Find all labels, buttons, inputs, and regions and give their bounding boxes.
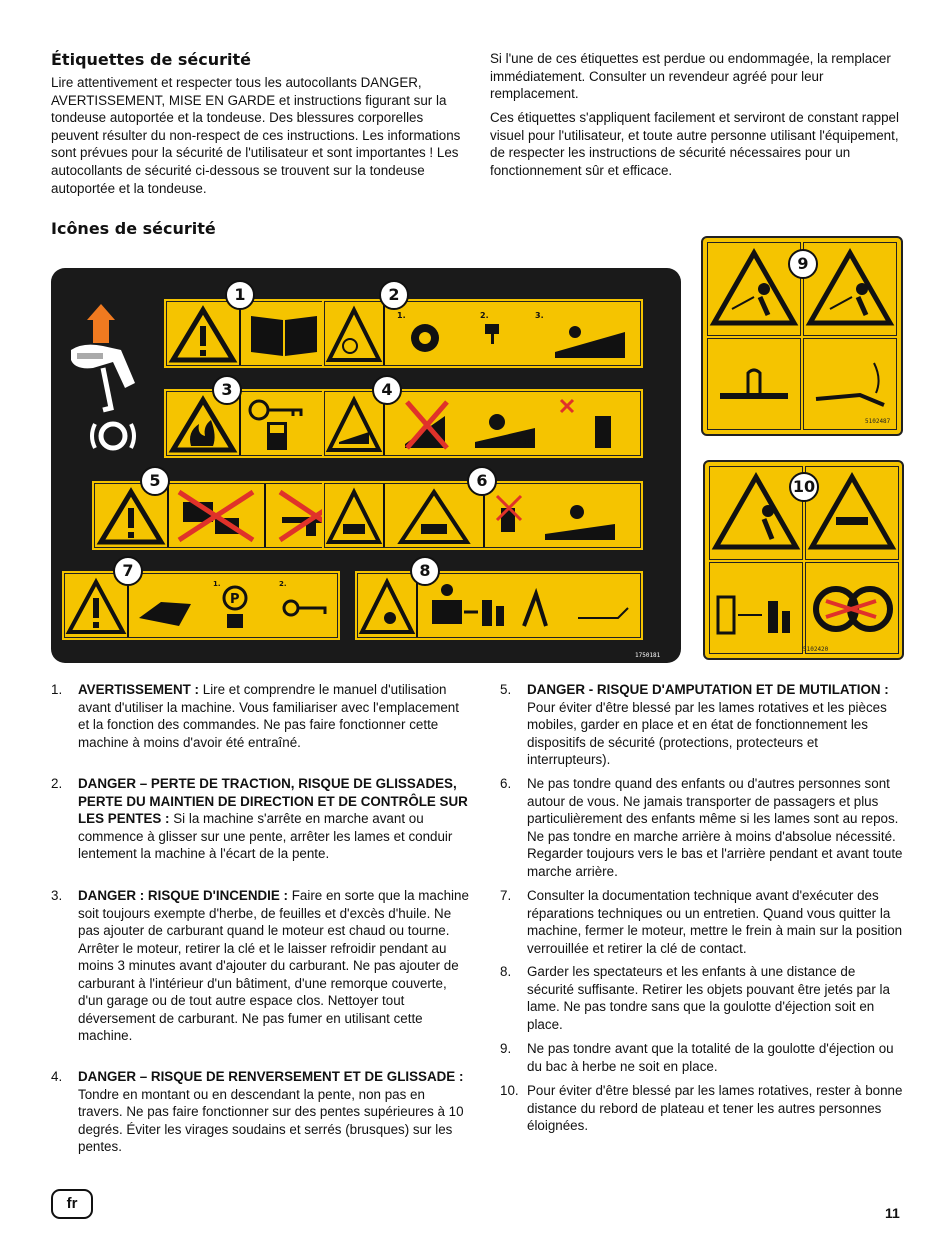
callout-4: 4 <box>372 375 402 405</box>
list-item-heading: DANGER - RISQUE D'AMPUTATION ET DE MUTILATION : <box>527 682 889 697</box>
list-item-text: Lire et comprendre le manuel d'utilisation avant d'utiliser la machine. Vous familiariser avec l'emplacement et la fonction des commandes. Ne pas faire fonctionner cette machine à moins d'avoir été entraîné. <box>78 682 459 750</box>
thrown-object-warning-icon <box>707 242 801 336</box>
list-item-text: Pour éviter d'être blessé par les lames rotatives et les pièces mobiles, garder en place et en état de fonctionnement les dispositifs de sécurité (protections, protecteurs et interrupteurs). <box>527 699 887 767</box>
callout-3: 3 <box>212 375 242 405</box>
callout-10: 10 <box>789 472 819 502</box>
decal-10-part-number: 5102420 <box>803 646 829 653</box>
fuel-key-icon <box>241 392 327 455</box>
decal-1 <box>166 301 328 366</box>
chute-installed-icon <box>707 338 801 430</box>
list-item-text: Ne pas tondre quand des enfants ou d'autres personnes sont autour de vous. Ne jamais transporter de passagers et plus particulièrement des enfants même si les lames sont au repos. Ne pas tondre en marche arrière à moins d'absolue nécessité. Regarder toujours vers le bas et l'arrière pendant et avant toute marche arrière. <box>527 776 903 879</box>
list-item-text: Tondre en montant ou en descendant la pente, non pas en travers. Ne pas faire fonctionner sur des pentes supérieures à 10 degrés. Éviter les virages soudains et serrés (brusques) sur les pentes. <box>78 1086 464 1154</box>
svg-text:P: P <box>230 592 240 607</box>
no-missing-guard-icon <box>169 484 266 547</box>
list-item-6 <box>500 775 905 880</box>
callout-1: 1 <box>225 280 255 310</box>
list-item-text: Si la machine s'arrête en marche avant ou commence à glisser sur une pente, arrêter les lames et conduir lentement la machine à l'écart de la pente. <box>78 811 453 861</box>
decal-2 <box>324 301 641 366</box>
list-item-8 <box>500 963 905 1033</box>
panel-part-number: 1750181 <box>635 652 661 659</box>
list-item-2 <box>51 775 471 863</box>
list-item-5 <box>500 681 905 769</box>
svg-text:3.: 3. <box>535 311 544 320</box>
labels-section-title: Étiquettes de sécurité <box>51 50 251 69</box>
list-item-number: 6. <box>500 776 512 791</box>
children-warning-triangle-icon <box>325 484 385 547</box>
no-hand-blade-icon <box>805 562 899 654</box>
list-item-number: 9. <box>500 1041 512 1056</box>
warning-triangle-icon <box>167 302 241 365</box>
list-item-4 <box>51 1068 471 1156</box>
list-item-heading: DANGER : RISQUE D'INCENDIE : <box>78 888 289 903</box>
language-badge: fr <box>51 1189 93 1219</box>
rollover-warning-triangle-icon <box>325 392 385 455</box>
labels-intro-text: Lire attentivement et respecter tous les autocollants DANGER, AVERTISSEMENT, MISE EN GARDE et instructions figurant sur la tondeuse autoportée et la tondeuse. Des blessures corporelles peuvent résulter du non-respect de ces instructions. Les informations sont prévues pour la sécurité de l'utilisateur et sont importantes ! Les autocollants de sécurité ci-dessous se trouvent sur la tondeuse autoportée et la tondeuse. <box>51 75 461 196</box>
list-item-number: 4. <box>51 1069 63 1084</box>
decal-4 <box>324 391 641 456</box>
callout-7: 7 <box>113 556 143 586</box>
decal-3 <box>166 391 328 456</box>
traction-warning-triangle-icon <box>325 302 385 365</box>
labels-replace-text: Si l'une de ces étiquettes est perdue ou endommagée, la remplacer immédiatement. Consulter un revendeur agréé pour leur remplacement. <box>490 51 891 102</box>
callout-2: 2 <box>379 280 409 310</box>
slope-limit-icon <box>385 392 640 455</box>
slope-limit-label: < 10° <box>515 438 536 446</box>
list-item-3 <box>51 887 471 1045</box>
chute-deflector-icon <box>803 338 897 430</box>
keep-distance-icon <box>709 562 803 654</box>
list-item-number: 8. <box>500 964 512 979</box>
list-item-heading: DANGER – RISQUE DE RENVERSEMENT ET DE GLISSADE : <box>78 1069 464 1084</box>
callout-6: 6 <box>467 466 497 496</box>
slope-traction-steps-icon <box>385 302 640 365</box>
list-item-7 <box>500 887 905 957</box>
svg-text:1.: 1. <box>213 580 221 588</box>
list-item-text: Garder les spectateurs et les enfants à une distance de sécurité suffisante. Retirer les objets pouvant être jetés par la lame. Ne pas tondre sans que la goulotte d'éjection soit en place. <box>527 964 890 1032</box>
list-item-text: Faire en sorte que la machine soit toujours exempte d'herbe, de feuilles et d'excès d'huile. Ne pas ajouter de carburant quand le moteur est chaud ou tourne. Arrêter le moteur, retirer la clé et le laisser refroidir pendant au moins 3 minutes avant d'ajouter du carburant. Ne pas ajouter de carburant à l'intérieur d'un bâtiment, d'une remorque couverte, d'un garage ou de tout autre espace clos. Nettoyer tout déversement de carburant. Ne pas fumer en utilisant cette machine. <box>78 888 469 1043</box>
decal-8 <box>357 573 641 638</box>
list-item-number: 10. <box>500 1083 519 1098</box>
svg-text:2.: 2. <box>279 580 287 588</box>
decal-9-part-number: 5102487 <box>865 418 891 425</box>
list-item-text: Ne pas tondre avant que la totalité de la goulotte d'éjection ou du bac à herbe ne soit en place. <box>527 1041 894 1074</box>
page-number: 11 <box>885 1205 900 1221</box>
list-item-number: 7. <box>500 888 512 903</box>
no-passenger-reverse-icon <box>485 484 640 547</box>
list-item-number: 1. <box>51 682 63 697</box>
callout-5: 5 <box>140 466 170 496</box>
list-item-text: Pour éviter d'être blessé par les lames rotatives, rester à bonne distance du rebord de plateau et tener les autres personnes éloignées. <box>527 1083 903 1133</box>
manual-book-icon <box>241 302 327 365</box>
chute-warning-icon <box>803 242 897 336</box>
callout-9: 9 <box>788 249 818 279</box>
passenger-warning-triangle-icon <box>385 484 485 547</box>
safety-decal-panel <box>51 268 681 663</box>
svg-text:2.: 2. <box>480 311 489 320</box>
brake-warning-icon <box>87 416 139 456</box>
callout-8: 8 <box>410 556 440 586</box>
list-item-9 <box>500 1040 905 1075</box>
list-item-text: Consulter la documentation technique avant d'exécuter des réparations techniques ou un entretien. Quand vous quitter la machine, fermer le moteur, mettre le frein à main sur la position verrouillée et retirer la clé de contact. <box>527 888 903 956</box>
list-item-number: 3. <box>51 888 63 903</box>
blade-warning-icon <box>709 466 803 560</box>
manual-parking-brake-key-icon <box>129 574 337 637</box>
list-item-10 <box>500 1082 905 1135</box>
list-item-number: 2. <box>51 776 63 791</box>
list-item-1 <box>51 681 471 751</box>
list-item-heading: DANGER – PERTE DE TRACTION, RISQUE DE GLISSADES, PERTE DU MAINTIEN DE DIRECTION ET DE CONTRÔLE SUR LES PENTES : <box>78 776 468 826</box>
list-item-number: 5. <box>500 682 512 697</box>
blade-hand-warning-icon <box>805 466 899 560</box>
bystander-debris-chute-icon <box>418 574 640 637</box>
decal-7 <box>64 573 338 638</box>
icons-section-title: Icônes de sécurité <box>51 219 216 238</box>
svg-text:1.: 1. <box>397 311 406 320</box>
labels-reminder-text: Ces étiquettes s'appliquent facilement et serviront de constant rappel visuel pour l'utilisateur, et toute autre personne utilisant l'équipement, de respecter les instructions de sécurité nécessaires pour un fonctionnement sûr et efficace. <box>490 110 899 178</box>
list-item-heading: AVERTISSEMENT : <box>78 682 200 697</box>
thrown-object-warning-triangle-icon <box>358 574 418 637</box>
